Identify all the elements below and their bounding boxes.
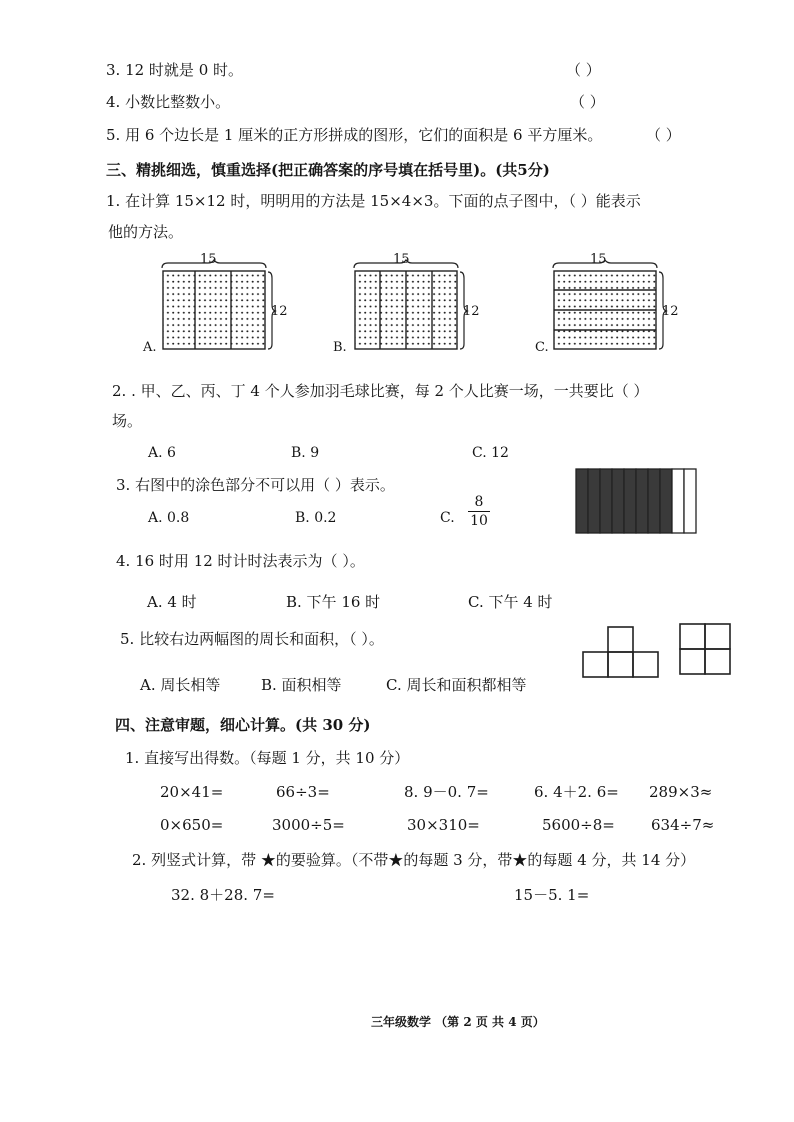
- q5-option-a[interactable]: A. 周长相等: [140, 676, 221, 694]
- calc-item[interactable]: 8. 9－0. 7=: [404, 783, 489, 801]
- q5-option-b[interactable]: B. 面积相等: [261, 676, 342, 694]
- calc-item[interactable]: 3000÷5=: [272, 816, 345, 834]
- vertical-calc-item[interactable]: 15－5. 1=: [514, 886, 590, 904]
- shaded-tenth: [612, 469, 624, 533]
- figure-c-side-label: 12: [662, 304, 679, 319]
- calc-item[interactable]: 20×41=: [160, 783, 224, 801]
- figure-c-option[interactable]: C.: [535, 340, 549, 355]
- shaded-tenth: [576, 469, 588, 533]
- q2-option-c[interactable]: C. 12: [472, 445, 509, 461]
- shaded-tenth: [660, 469, 672, 533]
- q4-option-b[interactable]: B. 下午 16 时: [286, 593, 381, 611]
- calc-item[interactable]: 30×310=: [407, 816, 480, 834]
- fraction-numerator: 8: [474, 494, 484, 510]
- s4-question-1-title: 1. 直接写出得数。（每题 1 分，共 10 分）: [125, 749, 410, 767]
- dot-grid-figure-c: [551, 260, 671, 355]
- unshaded-tenth: [684, 469, 696, 533]
- dot-grid-figure-b: [352, 260, 472, 355]
- tf-question-4: 4. 小数比整数小。: [106, 93, 231, 111]
- figure-b-side-label: 12: [463, 304, 480, 319]
- shaded-tenths-bar: [575, 468, 699, 534]
- calc-item[interactable]: 66÷3=: [276, 783, 330, 801]
- tf-question-3: 3. 12 时就是 0 时。: [106, 61, 244, 79]
- s3-question-2-line1: 2. . 甲、乙、丙、丁 4 个人参加羽毛球比赛，每 2 个人比赛一场，一共要比（ ）: [112, 382, 649, 400]
- shaded-tenth: [600, 469, 612, 533]
- q3-option-a[interactable]: A. 0.8: [148, 510, 190, 526]
- q4-option-a[interactable]: A. 4 时: [147, 593, 197, 611]
- q3-option-b[interactable]: B. 0.2: [295, 510, 337, 526]
- figure-a-side-label: 12: [271, 304, 288, 319]
- tf-question-5: 5. 用 6 个边长是 1 厘米的正方形拼成的图形，它们的面积是 6 平方厘米。: [106, 126, 603, 144]
- section-4-title: 四、注意审题，细心计算。(共 30 分): [115, 716, 371, 734]
- t-shape-figure: [582, 626, 662, 680]
- answer-paren[interactable]: （ ）: [566, 61, 601, 79]
- s3-question-1-line1: 1. 在计算 15×12 时，明明用的方法是 15×4×3。下面的点子图中，（ ）能表示: [106, 192, 641, 210]
- figure-b-option[interactable]: B.: [333, 340, 347, 355]
- calc-item[interactable]: 0×650=: [160, 816, 224, 834]
- calc-item[interactable]: 289×3≈: [649, 783, 713, 801]
- q5-option-c[interactable]: C. 周长和面积都相等: [386, 676, 527, 694]
- shaded-tenth: [624, 469, 636, 533]
- unshaded-tenth: [672, 469, 684, 533]
- s4-question-2-title: 2. 列竖式计算，带 ★的要验算。（不带★的每题 3 分，带★的每题 4 分，共 14 分）: [132, 851, 696, 869]
- shaded-tenth: [636, 469, 648, 533]
- figure-a-option[interactable]: A.: [143, 340, 157, 355]
- s3-question-4: 4. 16 时用 12 时计时法表示为（ ）。: [116, 552, 365, 570]
- calc-item[interactable]: 634÷7≈: [651, 816, 715, 834]
- answer-paren[interactable]: （ ）: [646, 126, 681, 144]
- answer-paren[interactable]: （ ）: [570, 93, 605, 111]
- fraction-denominator: 10: [470, 513, 488, 529]
- s3-question-1-line2: 他的方法。: [108, 223, 184, 241]
- calc-item[interactable]: 6. 4＋2. 6=: [534, 783, 619, 801]
- figure-c-top-label: 15: [590, 252, 607, 267]
- q2-option-a[interactable]: A. 6: [148, 445, 176, 461]
- s3-question-3: 3. 右图中的涂色部分不可以用（ ）表示。: [116, 476, 395, 494]
- fraction-bar: [468, 511, 490, 512]
- figure-a-top-label: 15: [200, 252, 217, 267]
- section-3-title: 三、精挑细选，慎重选择(把正确答案的序号填在括号里)。(共5分): [106, 161, 550, 179]
- s3-question-5: 5. 比较右边两幅图的周长和面积，（ ）。: [120, 630, 384, 648]
- dot-grid-figure-a: [160, 260, 280, 355]
- s3-question-2-line2: 场。: [112, 412, 143, 430]
- page-footer: 三年级数学 （第 2 页 共 4 页）: [371, 1015, 545, 1029]
- fraction-eight-tenths: [468, 494, 490, 529]
- q3-option-c[interactable]: C.: [440, 510, 455, 526]
- vertical-calc-item[interactable]: 32. 8＋28. 7=: [171, 886, 275, 904]
- q2-option-b[interactable]: B. 9: [291, 445, 320, 461]
- shaded-tenth: [648, 469, 660, 533]
- figure-b-top-label: 15: [393, 252, 410, 267]
- calc-item[interactable]: 5600÷8=: [542, 816, 615, 834]
- shaded-tenth: [588, 469, 600, 533]
- q4-option-c[interactable]: C. 下午 4 时: [468, 593, 553, 611]
- square-figure: [679, 623, 735, 679]
